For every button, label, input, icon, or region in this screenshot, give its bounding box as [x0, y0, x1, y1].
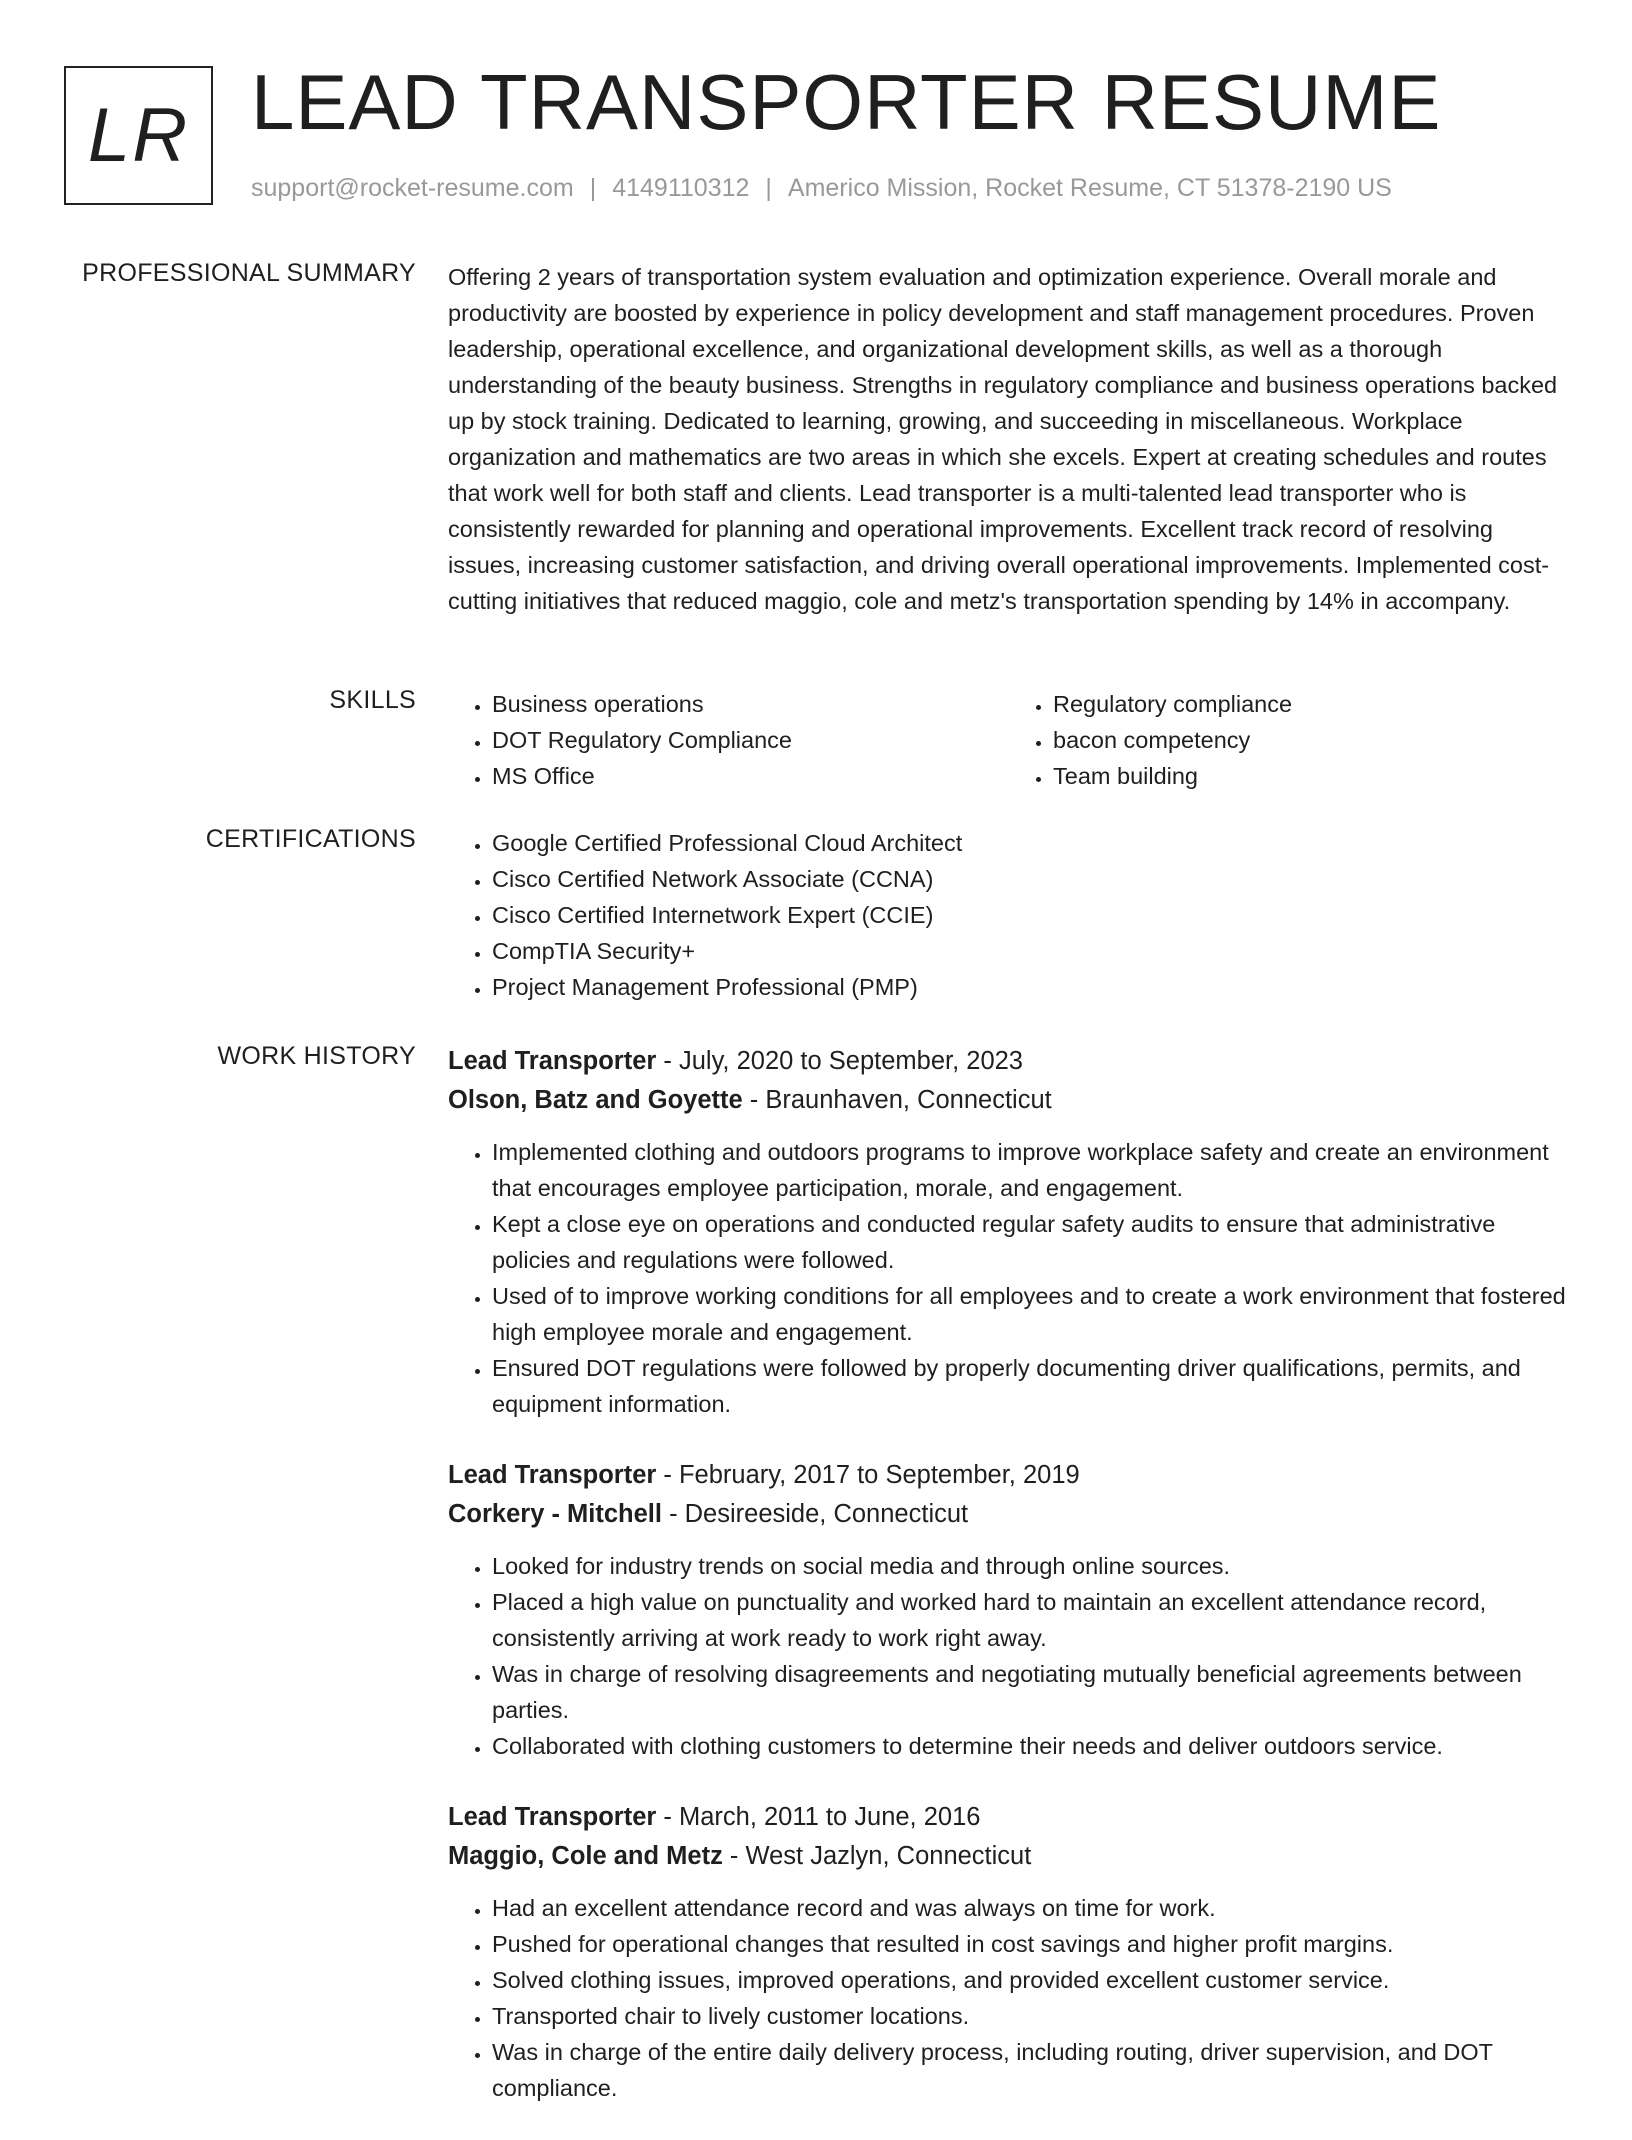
job-role: Lead Transporter [448, 1047, 657, 1075]
skills-columns [448, 686, 1570, 794]
job-bullet: • Pushed for operational changes that resulted in cost savings and higher profit margins. [492, 1926, 1570, 1962]
job-entry [448, 1456, 1570, 1764]
contact-address: Americo Mission, Rocket Resume, CT 51378-2190 US [787, 174, 1392, 202]
certification-item: • Cisco Certified Internetwork Expert (CCIE) [492, 897, 1570, 933]
section-title-skills: SKILLS [329, 686, 416, 714]
job-company-line [448, 1495, 1570, 1534]
contact-email[interactable]: support@rocket-resume.com [251, 174, 574, 202]
job-bullet: • Kept a close eye on operations and conducted regular safety audits to ensure that administrative policies and regulations were followed. [492, 1206, 1570, 1278]
certification-item: • Project Management Professional (PMP) [492, 969, 1570, 1005]
job-entry [448, 1798, 1570, 2106]
job-bullet: • Had an excellent attendance record and was always on time for work. [492, 1890, 1570, 1926]
skills-list-left [448, 686, 1009, 794]
job-company-line [448, 1081, 1570, 1120]
job-role: Lead Transporter [448, 1461, 657, 1489]
job-bullets [448, 1134, 1570, 1422]
job-bullet: • Transported chair to lively customer locations. [492, 1998, 1570, 2034]
job-bullet: • Was in charge of resolving disagreements and negotiating mutually beneficial agreements between parties. [492, 1656, 1570, 1728]
job-location: - Desireeside, Connecticut [661, 1500, 969, 1528]
job-title-line [448, 1042, 1570, 1081]
skill-item: • bacon competency [1053, 722, 1570, 758]
skill-item: • DOT Regulatory Compliance [492, 722, 1009, 758]
job-bullet: • Ensured DOT regulations were followed by properly documenting driver qualifications, permits, and equipment information. [492, 1350, 1570, 1422]
job-dates: - March, 2011 to June, 2016 [656, 1803, 981, 1831]
job-entry [448, 1042, 1570, 1422]
job-bullet: • Used of to improve working conditions for all employees and to create a work environment that fostered high employee morale and engagement. [492, 1278, 1570, 1350]
job-company: Olson, Batz and Goyette [448, 1086, 743, 1114]
job-title-line [448, 1456, 1570, 1495]
contact-separator: | [765, 174, 772, 202]
job-bullet: • Implemented clothing and outdoors programs to improve workplace safety and create an environment that encourages employee participation, morale, and engagement. [492, 1134, 1570, 1206]
job-bullet: • Solved clothing issues, improved operations, and provided excellent customer service. [492, 1962, 1570, 1998]
job-location: - West Jazlyn, Connecticut [722, 1842, 1032, 1870]
section-title-work-history: WORK HISTORY [217, 1042, 416, 1070]
job-company-line [448, 1837, 1570, 1876]
section-title-summary: PROFESSIONAL SUMMARY [82, 259, 416, 287]
certifications-list [448, 825, 1570, 1005]
job-bullet: • Placed a high value on punctuality and worked hard to maintain an excellent attendance record, consistently arriving at work ready to work right away. [492, 1584, 1570, 1656]
contact-line [251, 174, 1392, 203]
job-bullets [448, 1890, 1570, 2106]
certification-item: • Cisco Certified Network Associate (CCNA) [492, 861, 1570, 897]
page-title: LEAD TRANSPORTER RESUME [251, 58, 1442, 146]
skill-item: • Team building [1053, 758, 1570, 794]
job-dates: - July, 2020 to September, 2023 [656, 1047, 1023, 1075]
skills-list-right [1009, 686, 1570, 794]
job-bullet: • Collaborated with clothing customers to determine their needs and deliver outdoors service. [492, 1728, 1570, 1764]
job-bullet: • Was in charge of the entire daily delivery process, including routing, driver supervision, and DOT compliance. [492, 2034, 1570, 2106]
monogram-box: LR [64, 66, 213, 205]
skill-item: • Business operations [492, 686, 1009, 722]
skill-item: • MS Office [492, 758, 1009, 794]
certification-item: • Google Certified Professional Cloud Architect [492, 825, 1570, 861]
job-location: - Braunhaven, Connecticut [742, 1086, 1052, 1114]
job-bullets [448, 1548, 1570, 1764]
summary-text: Offering 2 years of transportation system evaluation and optimization experience. Overall morale and productivity are boosted by experience in policy development and staff management procedures. Proven leadership, operational excellence, and organizational development skills, as well as a thorough understanding of the beauty business. Strengths in regulatory compliance and business operations backed up by stock training. Dedicated to learning, growing, and succeeding in miscellaneous. Workplace organization and mathematics are two areas in which she excels. Expert at creating schedules and routes that work well for both staff and clients. Lead transporter is a multi-talented lead transporter who is consistently rewarded for planning and operational improvements. Excellent track record of resolving issues, increasing customer satisfaction, and driving overall operational improvements. Implemented cost-cutting initiatives that reduced maggio, cole and metz's transportation spending by 14% in accompany. [448, 264, 1558, 614]
certification-item: • CompTIA Security+ [492, 933, 1570, 969]
job-role: Lead Transporter [448, 1803, 657, 1831]
skill-item: • Regulatory compliance [1053, 686, 1570, 722]
contact-separator: | [589, 174, 597, 202]
job-title-line [448, 1798, 1570, 1837]
contact-phone[interactable]: 4149110312 [612, 174, 750, 202]
section-title-certifications: CERTIFICATIONS [205, 825, 416, 853]
job-dates: - February, 2017 to September, 2019 [656, 1461, 1080, 1489]
job-company: Maggio, Cole and Metz [448, 1842, 723, 1870]
job-bullet: • Looked for industry trends on social media and through online sources. [492, 1548, 1570, 1584]
resume-header [64, 58, 1584, 210]
job-company: Corkery - Mitchell [448, 1500, 662, 1528]
